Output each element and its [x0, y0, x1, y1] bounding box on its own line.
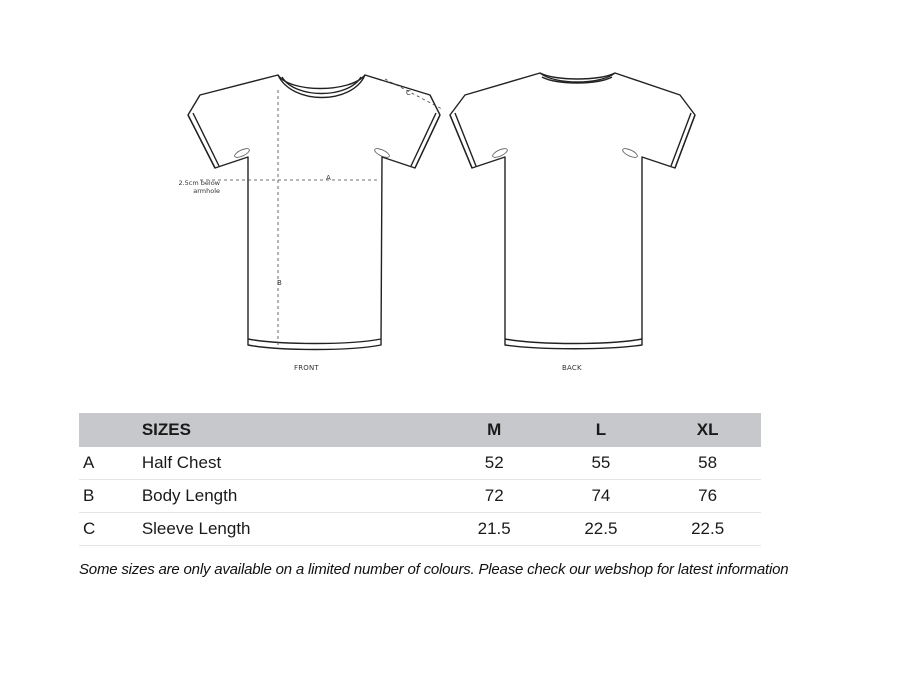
row-value: 21.5 — [441, 513, 548, 546]
back-label: BACK — [562, 364, 582, 372]
dim-b-label: B — [277, 279, 282, 287]
row-value: 72 — [441, 480, 548, 513]
back-hem — [505, 339, 642, 344]
front-right-cuff — [411, 113, 440, 168]
dim-a-label: A — [326, 174, 331, 182]
row-key: C — [79, 513, 142, 546]
header-size-xl: XL — [654, 413, 761, 447]
size-table-header — [79, 413, 761, 447]
back-right-cuff — [671, 113, 695, 168]
row-value: 55 — [548, 447, 655, 480]
row-key: B — [79, 480, 142, 513]
row-value: 52 — [441, 447, 548, 480]
row-value: 58 — [654, 447, 761, 480]
back-shirt-outline — [450, 73, 695, 349]
tshirt-drawing — [160, 55, 720, 385]
row-key: A — [79, 447, 142, 480]
header-size-m: M — [441, 413, 548, 447]
table-row — [79, 447, 761, 480]
row-value: 76 — [654, 480, 761, 513]
row-name: Half Chest — [142, 447, 441, 480]
row-value: 22.5 — [654, 513, 761, 546]
row-value: 74 — [548, 480, 655, 513]
header-size-l: L — [548, 413, 655, 447]
front-label: FRONT — [294, 364, 319, 372]
table-row — [79, 480, 761, 513]
row-name: Body Length — [142, 480, 441, 513]
back-left-cuff — [450, 113, 476, 168]
table-row — [79, 513, 761, 546]
row-name: Sleeve Length — [142, 513, 441, 546]
header-key — [79, 413, 142, 447]
size-table — [79, 413, 761, 546]
front-hem — [248, 339, 381, 344]
front-shirt-outline — [188, 75, 440, 350]
dim-c-label: C — [406, 89, 411, 97]
tshirt-diagram — [160, 55, 720, 385]
armhole-note: 2.5cm below armhole — [178, 179, 220, 195]
front-left-cuff — [188, 113, 219, 168]
availability-footnote: Some sizes are only available on a limited number of colours. Please check our webshop for latest information — [79, 561, 789, 578]
header-sizes: SIZES — [142, 413, 441, 447]
row-value: 22.5 — [548, 513, 655, 546]
